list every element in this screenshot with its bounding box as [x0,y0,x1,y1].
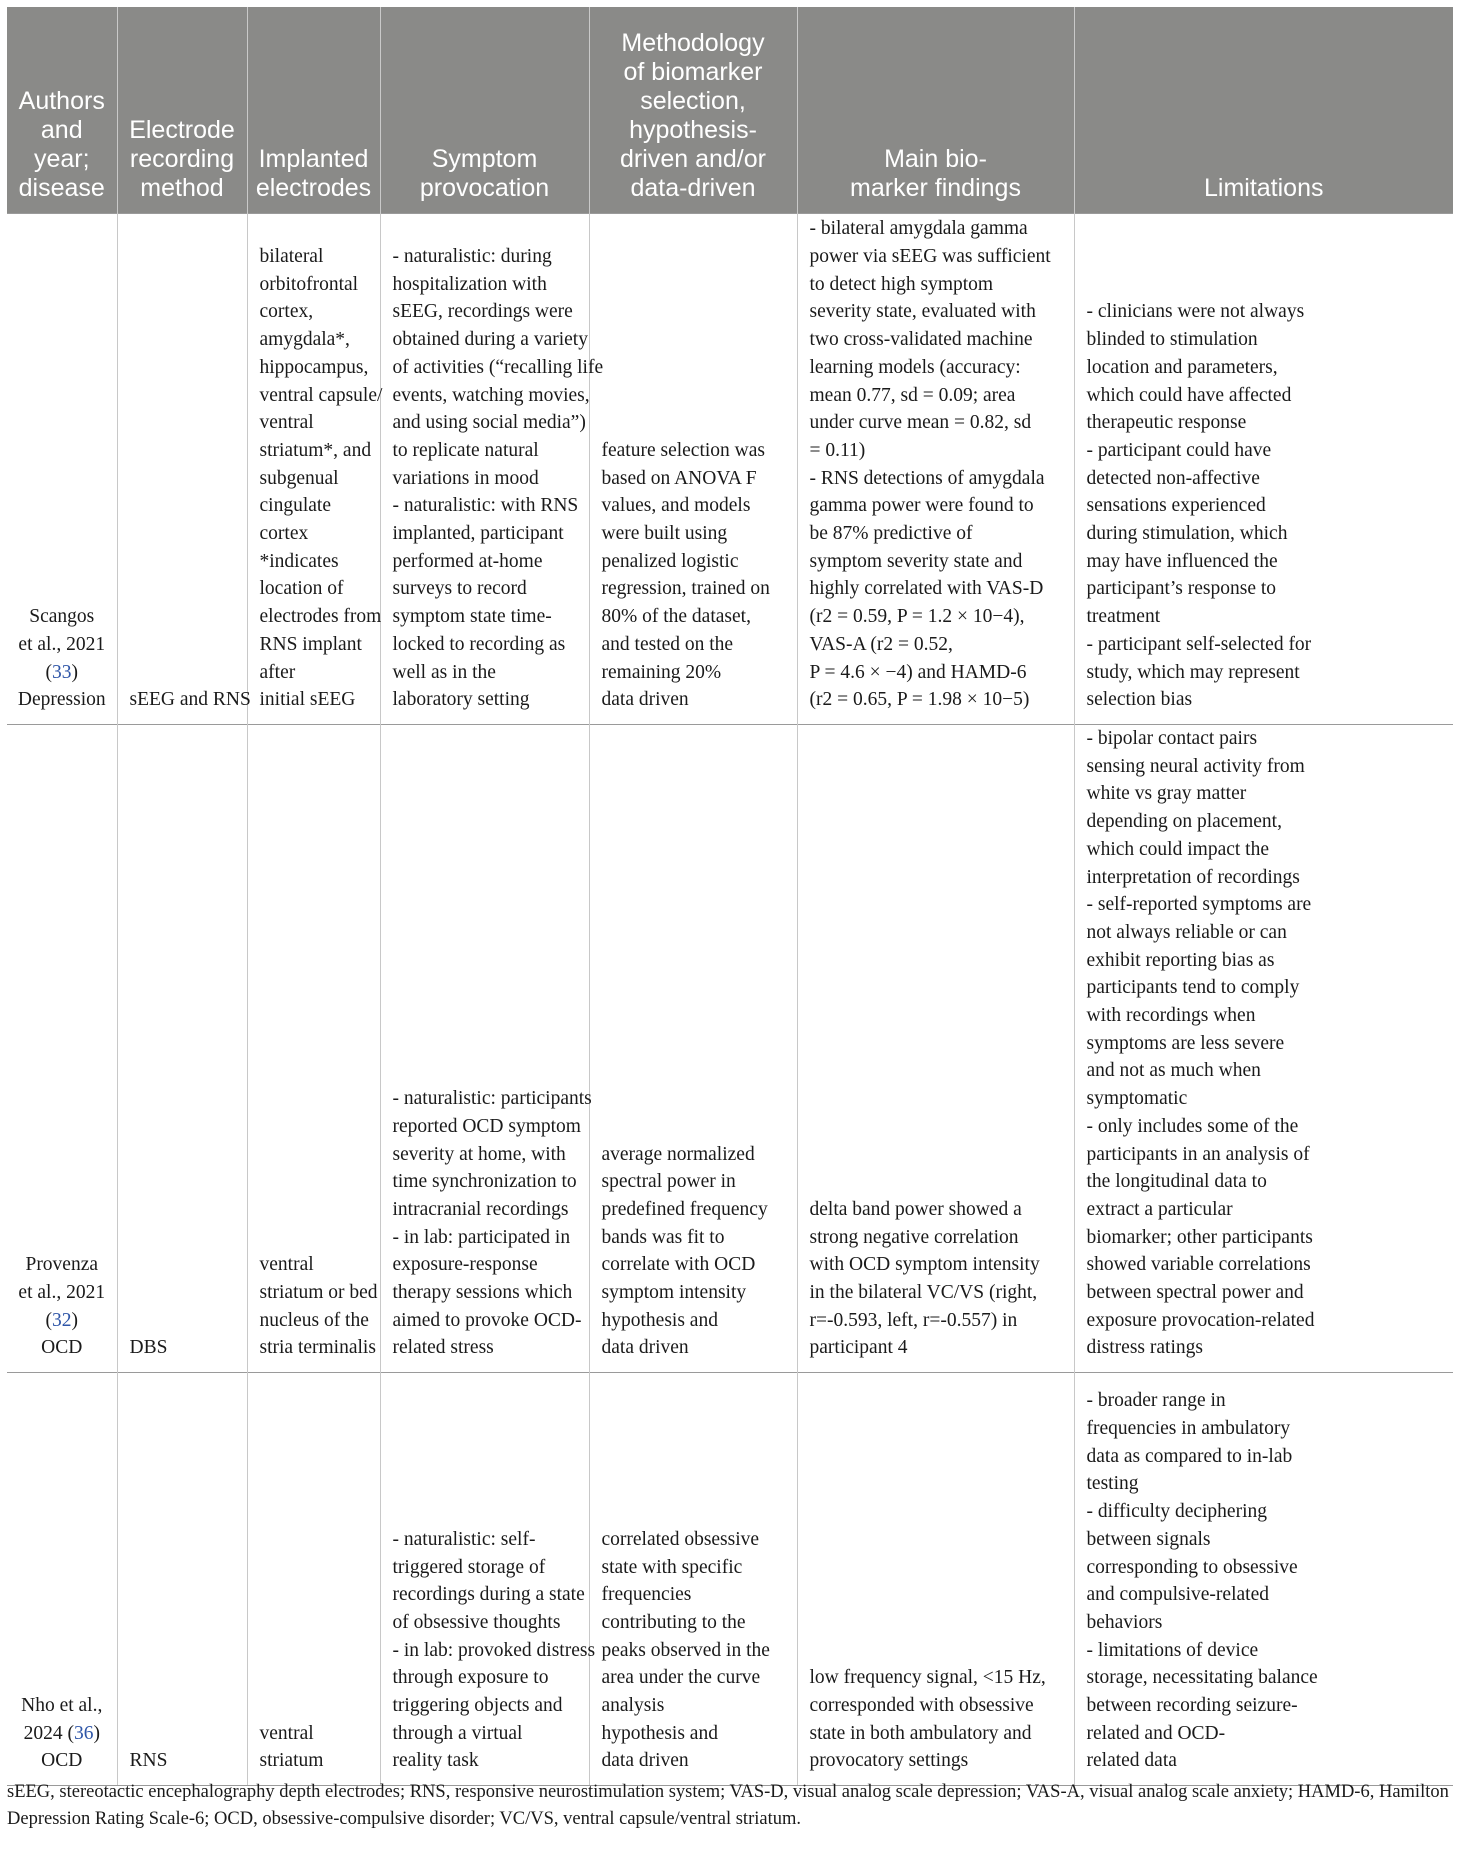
text-line: detected non-affective [1086,467,1260,489]
table-row-provenza [7,725,1453,1373]
text-line: to replicate natural [392,439,539,461]
text-line: r=-0.593, left, r=-0.557) in [809,1309,1018,1331]
text-line: - RNS detections of amygdala [809,467,1045,489]
text-line: hypothesis and [601,1309,718,1331]
text-line: after [259,661,296,683]
text-line: be 87% predictive of [809,523,973,545]
text-line: exposure-response [392,1254,538,1276]
text-line: location and parameters, [1086,356,1278,378]
text-line: of activities (“recalling life [392,356,604,378]
text-line: provocatory settings [809,1750,969,1772]
text-line: severity at home, with [392,1143,566,1165]
text-line: the longitudinal data to [1086,1171,1267,1193]
text-line: recording [129,145,235,173]
text-line: state with specific [601,1556,743,1578]
text-line: - participant could have [1086,439,1272,461]
text-line: in the bilateral VC/VS (right, [809,1282,1038,1304]
text-line: driven and/or [620,145,766,173]
text-line: striatum or bed [259,1282,378,1304]
text-line: ventral [259,1722,314,1744]
text-line: spectral power in [601,1171,736,1193]
text-line: - participant self-selected for [1086,633,1312,655]
text-line: and compulsive-related [1086,1584,1269,1606]
text-line: analysis [601,1695,665,1717]
text-line: participant’s response to [1086,578,1277,600]
text-line: depending on placement, [1086,811,1282,833]
text-line: exposure provocation-related [1086,1309,1315,1331]
text-line: (r2 = 0.59, P = 1.2 × 10−4), [809,606,1025,628]
text-line: data as compared to in-lab [1086,1445,1293,1467]
text-line: interpretation of recordings [1086,866,1300,888]
header-row [7,7,1453,214]
table-footnote [7,1779,1453,1833]
text-line: two cross-validated machine [809,329,1033,351]
biomarker-findings-cell [797,214,1074,725]
text-line: through exposure to [392,1667,549,1689]
text-line: low frequency signal, <15 Hz, [809,1667,1046,1689]
recording-method-cell [117,214,251,725]
biomarker-findings-cell [797,1373,1074,1786]
author-cell: Nho et al., 2024 (36) OCD [7,1373,117,1786]
disease-label: Depression [17,689,106,711]
text-line: correlate with OCD [601,1254,756,1276]
text-line: between recording seizure- [1086,1695,1298,1717]
text-line: hypothesis- [629,116,757,144]
text-line: striatum*, and [259,439,372,461]
text-line: 80% of the dataset, [601,606,751,628]
text-line: - in lab: provoked distress [392,1639,596,1661]
text-line: predefined frequency [601,1198,768,1220]
header-recording-method [117,7,247,214]
text-line: sensing neural activity from [1086,755,1305,777]
text-line: Symptom [431,145,538,173]
text-line: contributing to the [601,1611,746,1633]
text-line: during stimulation, which [1086,523,1288,545]
text-line: extract a particular [1086,1198,1233,1220]
text-line: events, watching movies, [392,384,590,406]
methodology-cell [589,214,797,725]
text-line: - bipolar contact pairs [1086,728,1258,749]
text-line: were built using [601,523,728,545]
symptom-provocation-cell [380,214,604,725]
text-line: related and OCD- [1086,1722,1226,1744]
text-line: penalized logistic [601,550,739,572]
text-line: therapeutic response [1086,412,1247,434]
text-line: frequencies [601,1584,692,1606]
text-line: surveys to record [392,578,527,600]
text-line: method [140,174,224,202]
text-line: electrodes from [259,606,382,628]
footnote-line: Depression Rating Scale-6; OCD, obsessive-compulsive disorder; VC/VS, ventral capsule/ventral striatum. [7,1809,801,1829]
text-line: - in lab: participated in [392,1226,571,1248]
text-line: and using social media”) [392,412,586,434]
text-line: showed variable correlations [1086,1254,1311,1276]
text-line: remaining 20% [601,661,722,683]
text-line: with OCD symptom intensity [809,1254,1040,1276]
author-year: et al., 2021 [18,1282,106,1304]
text-line: reality task [392,1750,479,1772]
text-line: - naturalistic: with RNS [392,495,579,517]
table-row-scangos [7,214,1453,725]
text-line: laboratory setting [392,689,530,711]
text-line: through a virtual [392,1722,523,1744]
text-line: storage, necessitating balance [1086,1667,1318,1689]
text-line: severity state, evaluated with [809,301,1036,323]
disease-label: OCD [41,1750,83,1772]
text-line: Limitations [1204,174,1324,202]
author-name: Nho et al., [21,1695,103,1717]
text-line: between signals [1086,1528,1211,1550]
text-line: ventral [259,1254,314,1276]
text-line: initial sEEG [259,689,356,711]
text-line: P = 4.6 × −4) and HAMD-6 [809,661,1027,683]
text-line: - self-reported symptoms are [1086,894,1312,916]
text-line: delta band power showed a [809,1198,1022,1220]
author-name: Provenza [25,1254,99,1276]
text-line: cingulate [259,495,331,517]
text-line: Main bio- [884,145,987,173]
text-line: of obsessive thoughts [392,1611,561,1633]
recording-method-cell [117,1373,247,1786]
text-line: - limitations of device [1086,1639,1259,1661]
text-line: RNS [129,1750,168,1772]
text-line: symptom state time- [392,606,552,628]
text-line: - only includes some of the [1086,1115,1299,1137]
limitations-cell [1074,725,1453,1373]
text-line: triggered storage of [392,1556,546,1578]
biomarker-studies-table [7,7,1453,1786]
text-line: - difficulty deciphering [1086,1501,1267,1523]
author-cell: Scangos et al., 2021 (33) Depression [7,214,117,725]
header-symptom-provocation [380,7,589,214]
text-line: amygdala*, [259,329,350,351]
text-line: - naturalistic: self- [392,1528,536,1550]
text-line: symptomatic [1086,1088,1188,1110]
text-line: correlated obsessive [601,1528,760,1550]
text-line: hypothesis and [601,1722,718,1744]
text-line: biomarker; other participants [1086,1226,1313,1248]
text-line: well as in the [392,661,496,683]
text-line: therapy sessions which [392,1282,573,1304]
text-line: participant 4 [809,1337,908,1359]
text-line: sEEG and RNS [129,689,251,711]
text-line: sensations experienced [1086,495,1266,517]
text-line: participants tend to comply [1086,977,1300,999]
symptom-provocation-cell [380,1373,596,1786]
text-line: recordings during a state [392,1584,585,1606]
text-line: data driven [601,1337,689,1359]
text-line: RNS implant [259,633,362,655]
text-line: feature selection was [601,439,766,461]
text-line: Authors [18,87,105,115]
text-line: - broader range in [1086,1390,1226,1412]
text-line: data driven [601,1750,689,1772]
header-authors [7,7,117,214]
text-line: regression, trained on [601,578,770,600]
text-line: power via sEEG was sufficient [809,246,1051,268]
text-line: learning models (accuracy: [809,356,1021,378]
text-line: gamma power were found to [809,495,1034,517]
text-line: peaks observed in the [601,1639,770,1661]
text-line: which could impact the [1086,838,1269,860]
text-line: bilateral [259,246,324,268]
methodology-cell [589,725,797,1373]
text-line: distress ratings [1086,1337,1203,1359]
text-line: symptoms are less severe [1086,1032,1285,1054]
text-line: sEEG, recordings were [392,301,573,323]
implanted-electrodes-cell [247,214,383,725]
text-line: - clinicians were not always [1086,301,1305,323]
text-line: corresponding to obsessive [1086,1556,1298,1578]
text-line: intracranial recordings [392,1198,569,1220]
text-line: strong negative correlation [809,1226,1019,1248]
text-line: bands was fit to [601,1226,725,1248]
implanted-electrodes-cell [247,725,380,1373]
text-line: area under the curve [601,1667,761,1689]
text-line: ventral [259,412,314,434]
text-line: selection bias [1086,689,1193,711]
text-line: to detect high symptom [809,273,994,295]
text-line: disease [18,174,105,202]
text-line: - naturalistic: participants [392,1088,592,1110]
text-line: and not as much when [1086,1060,1261,1082]
text-line: aimed to provoke OCD- [392,1309,582,1331]
text-line: may have influenced the [1086,550,1278,572]
text-line: nucleus of the [259,1309,369,1331]
disease-label: OCD [41,1337,83,1359]
text-line: reported OCD symptom [392,1115,581,1137]
text-line: time synchronization to [392,1171,577,1193]
text-line: hippocampus, [259,356,369,378]
text-line: provocation [419,174,550,202]
text-line: participants in an analysis of [1086,1143,1310,1165]
text-line: not always reliable or can [1086,921,1287,943]
text-line: exhibit reporting bias as [1086,949,1275,971]
text-line: Methodology [621,29,765,57]
text-line: average normalized [601,1143,755,1165]
header-limitations [1074,7,1453,214]
text-line: (r2 = 0.65, P = 1.98 × 10−5) [809,689,1030,711]
text-line: location of [259,578,344,600]
text-line: blinded to stimulation [1086,329,1258,351]
text-line: study, which may represent [1086,661,1300,683]
text-line: with recordings when [1086,1005,1256,1027]
text-line: values, and models [601,495,751,517]
text-line: Electrode [129,116,235,144]
text-line: which could have affected [1086,384,1292,406]
text-line: and tested on the [601,633,734,655]
implanted-electrodes-cell [247,1373,380,1786]
text-line: ventral capsule/ [259,384,383,406]
author-name: Scangos [29,606,95,628]
text-line: under curve mean = 0.82, sd [809,412,1032,434]
text-line: behaviors [1086,1611,1163,1633]
table-row-nho [7,1373,1453,1786]
text-line: *indicates [259,550,339,572]
text-line: treatment [1086,606,1161,628]
text-line: - naturalistic: during [392,246,552,268]
text-line: subgenual [259,467,339,489]
header-biomarker-findings [797,7,1074,214]
text-line: between spectral power and [1086,1282,1304,1304]
text-line: mean 0.77, sd = 0.09; area [809,384,1016,406]
text-line: = 0.11) [809,439,866,461]
text-line: Implanted [258,145,369,173]
text-line: of biomarker [623,58,763,86]
text-line: stria terminalis [259,1337,376,1359]
text-line: selection, [640,87,746,115]
methodology-cell [589,1373,797,1786]
limitations-cell [1074,214,1453,725]
text-line: locked to recording as [392,633,566,655]
text-line: DBS [129,1337,168,1359]
text-line: based on ANOVA F [601,467,757,489]
text-line: and [40,116,83,144]
biomarker-findings-cell [797,725,1074,1373]
text-line: related stress [392,1337,494,1359]
text-line: striatum [259,1750,324,1772]
text-line: electrodes [255,174,372,202]
text-line: year; [33,145,90,173]
header-methodology [589,7,797,214]
reference-link[interactable]: 36 [73,1722,94,1744]
reference-link[interactable]: 33 [52,661,72,683]
text-line: symptom severity state and [809,550,1023,572]
text-line: related data [1086,1750,1177,1772]
text-line: VAS-A (r2 = 0.52, [809,633,953,655]
text-line: cortex, [259,301,314,323]
text-line: variations in mood [392,467,539,489]
text-line: white vs gray matter [1086,783,1247,805]
text-line: highly correlated with VAS-D [809,578,1044,600]
limitations-cell [1074,1373,1453,1786]
text-line: data-driven [630,174,756,202]
author-year: et al., 2021 [18,633,106,655]
text-line: state in both ambulatory and [809,1722,1032,1744]
text-line: cortex [259,523,309,545]
text-line: corresponded with obsessive [809,1695,1034,1717]
text-line: implanted, participant [392,523,564,545]
header-implanted-electrodes [247,7,380,214]
author-year: 2024 [23,1722,63,1744]
text-line: testing [1086,1473,1139,1495]
reference-link[interactable]: 32 [52,1309,72,1331]
symptom-provocation-cell [380,725,592,1373]
footnote-line: sEEG, stereotactic encephalography depth electrodes; RNS, responsive neurostimulation system; VAS-D, visual analog scale depression; VAS-A, visual analog scale anxiety; HAMD-6, Hamilton [7,1782,1449,1802]
text-line: triggering objects and [392,1695,563,1717]
text-line: marker findings [850,174,1021,202]
text-line: orbitofrontal [259,273,359,295]
text-line: hospitalization with [392,273,547,295]
text-line: data driven [601,689,689,711]
recording-method-cell [117,725,247,1373]
author-cell: Provenza et al., 2021 (32) OCD [7,725,117,1373]
text-line: obtained during a variety [392,329,588,351]
text-line: symptom intensity [601,1282,747,1304]
text-line: frequencies in ambulatory [1086,1418,1291,1440]
text-line: - bilateral amygdala gamma [809,218,1028,240]
text-line: performed at-home [392,550,543,572]
